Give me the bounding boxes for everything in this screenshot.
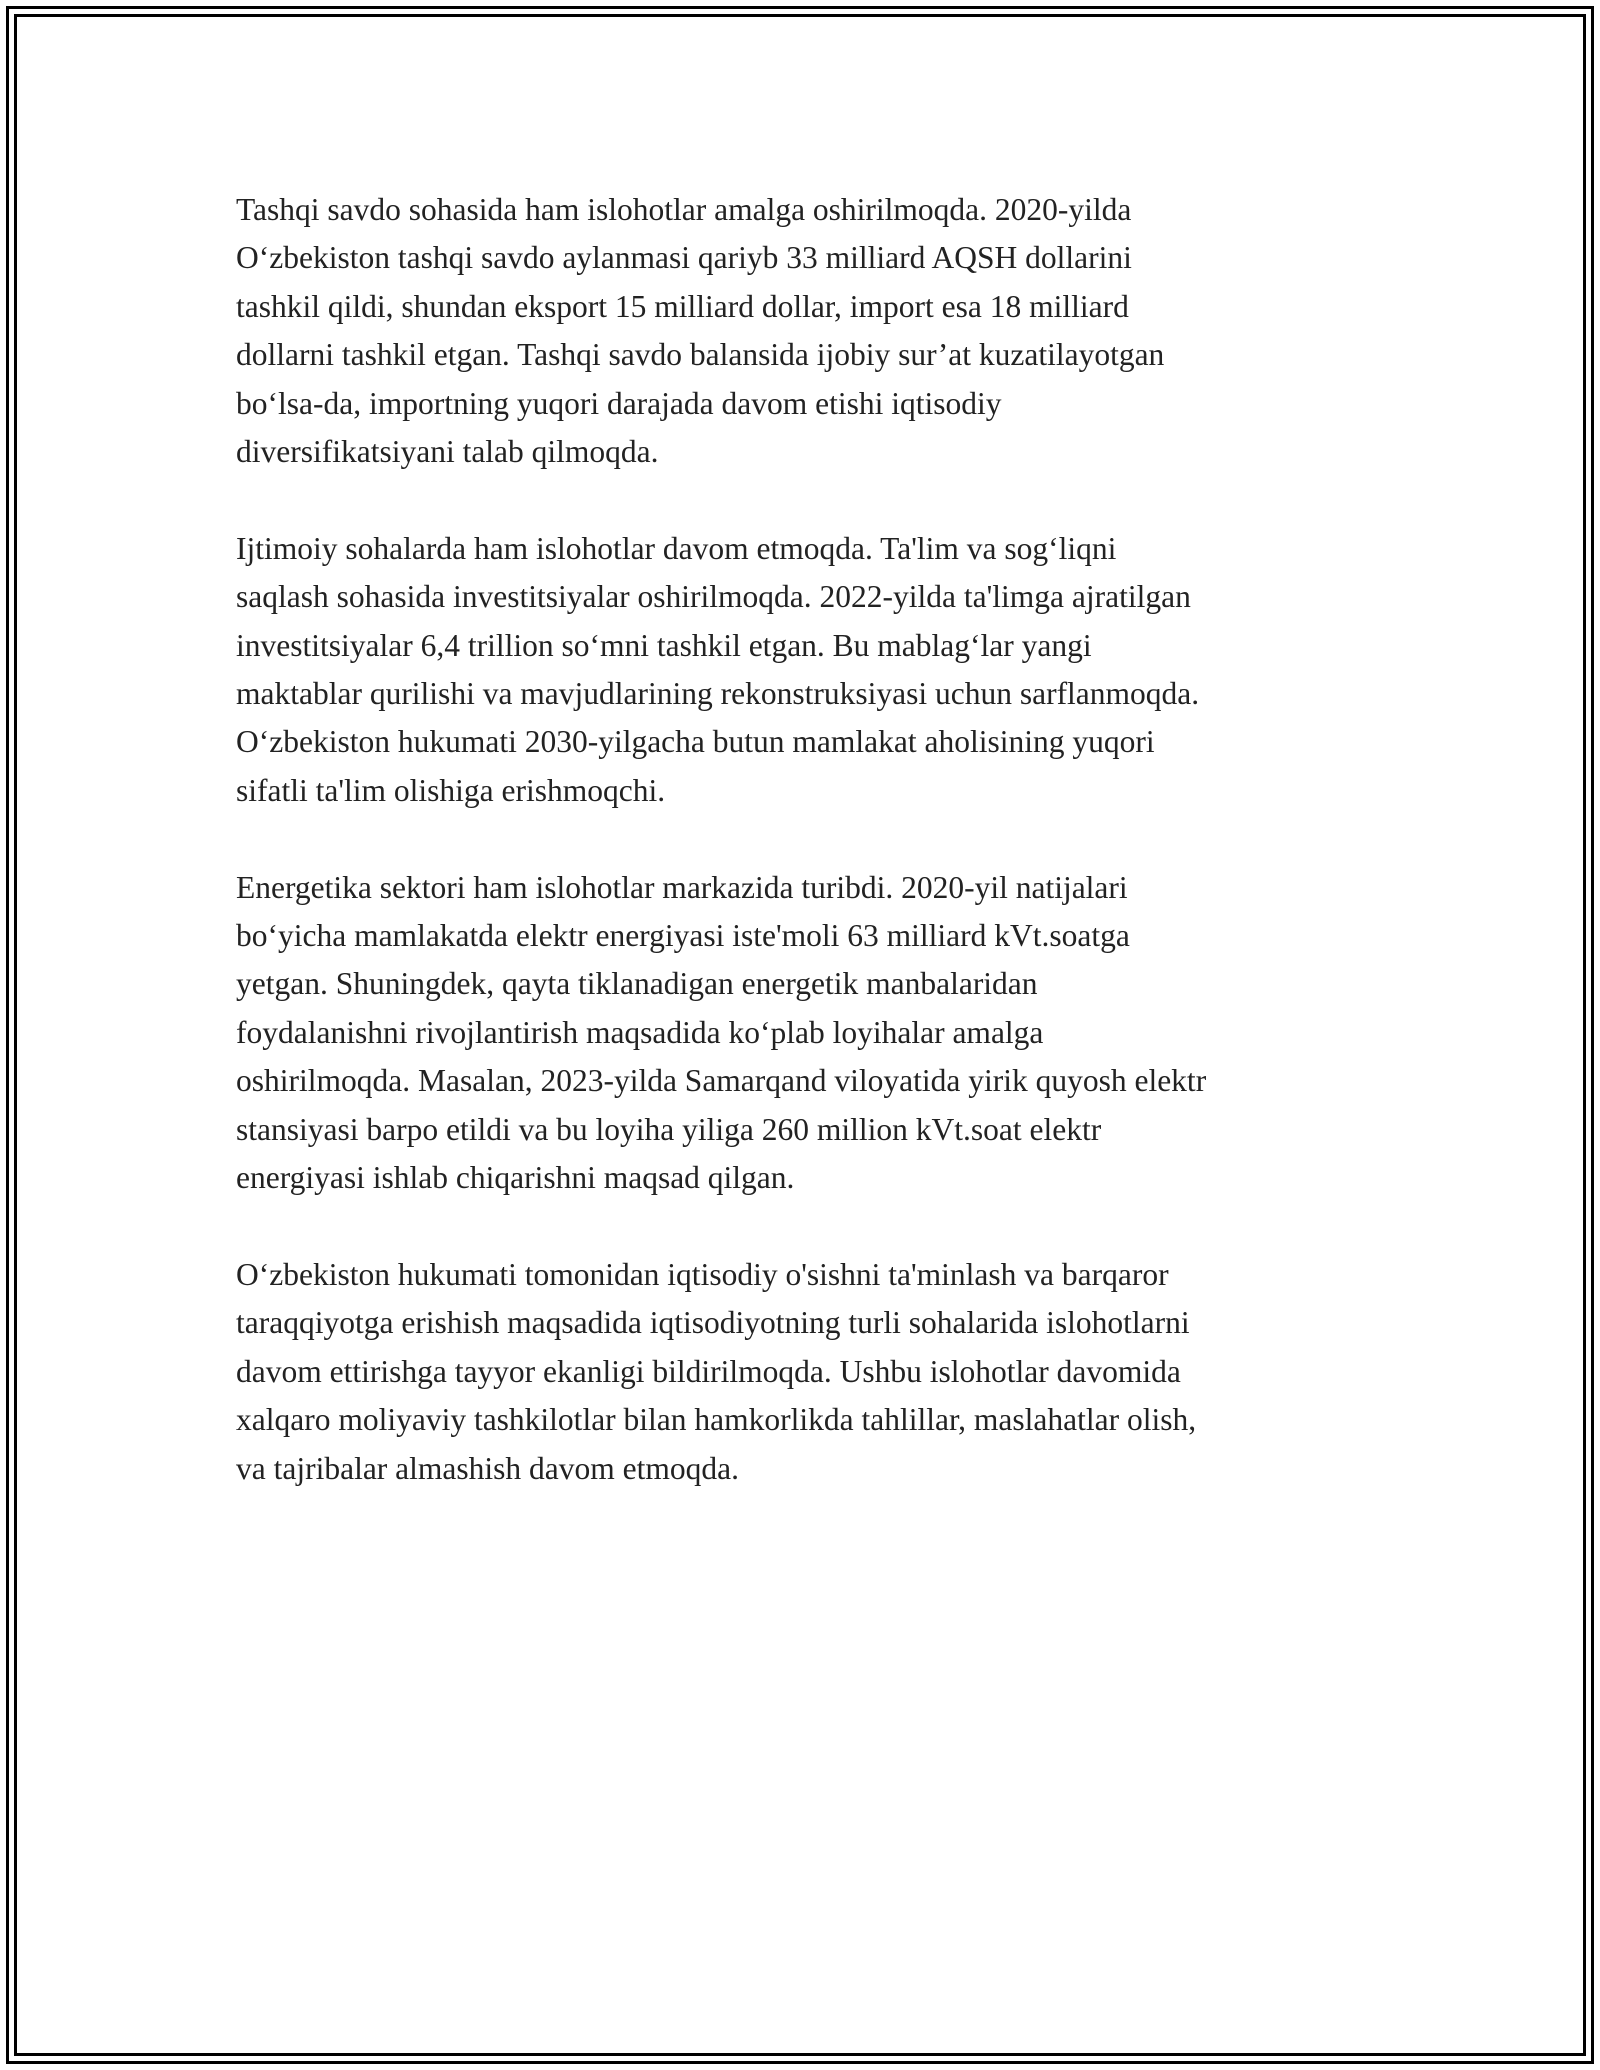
text-line: bo‘yicha mamlakatda elektr energiyasi iste'moli 63 milliard kVt.soatga xyxy=(236,918,1130,954)
paragraph-government-reforms xyxy=(236,1251,1376,1493)
paragraph-foreign-trade xyxy=(236,186,1376,476)
document-body xyxy=(236,186,1376,1541)
text-line: O‘zbekiston hukumati 2030-yilgacha butun mamlakat aholisining yuqori xyxy=(236,724,1155,760)
text-line: taraqqiyotga erishish maqsadida iqtisodiyotning turli sohalarida islohotlarni xyxy=(236,1305,1190,1341)
text-line: energiyasi ishlab chiqarishni maqsad qilgan. xyxy=(236,1160,795,1196)
text-line: investitsiyalar 6,4 trillion so‘mni tashkil etgan. Bu mablag‘lar yangi xyxy=(236,627,1092,663)
text-line: Tashqi savdo sohasida ham islohotlar amalga oshirilmoqda. 2020-yilda xyxy=(236,192,1132,227)
text-line: foydalanishni rivojlantirish maqsadida ko‘plab loyihalar amalga xyxy=(236,1014,1044,1050)
text-line: sifatli ta'lim olishiga erishmoqchi. xyxy=(236,772,666,808)
text-line: yetgan. Shuningdek, qayta tiklanadigan energetik manbalaridan xyxy=(236,966,1038,1002)
text-line: bo‘lsa-da, importning yuqori darajada davom etishi iqtisodiy xyxy=(236,385,1002,421)
text-line: Ijtimoiy sohalarda ham islohotlar davom etmoqda. Ta'lim va sog‘liqni xyxy=(236,530,1117,566)
text-line: davom ettirishga tayyor ekanligi bildirilmoqda. Ushbu islohotlar davomida xyxy=(236,1353,1181,1389)
text-line: O‘zbekiston tashqi savdo aylanmasi qariyb 33 milliard AQSH dollarini xyxy=(236,240,1132,276)
paragraph-social-sectors xyxy=(236,525,1376,815)
text-line: va tajribalar almashish davom etmoqda. xyxy=(236,1450,739,1486)
text-line: O‘zbekiston hukumati tomonidan iqtisodiy o'sishni ta'minlash va barqaror xyxy=(236,1256,1169,1292)
paragraph-energy-sector xyxy=(236,864,1376,1203)
text-line: dollarni tashkil etgan. Tashqi savdo balansida ijobiy sur’at kuzatilayotgan xyxy=(236,337,1165,373)
text-line: saqlash sohasida investitsiyalar oshirilmoqda. 2022-yilda ta'limga ajratilgan xyxy=(236,579,1191,615)
text-line: tashkil qildi, shundan eksport 15 milliard dollar, import esa 18 milliard xyxy=(236,288,1129,324)
text-line: oshirilmoqda. Masalan, 2023-yilda Samarqand viloyatida yirik quyosh elektr xyxy=(236,1063,1207,1099)
text-line: stansiyasi barpo etildi va bu loyiha yiliga 260 million kVt.soat elektr xyxy=(236,1111,1102,1147)
text-line: maktablar qurilishi va mavjudlarining rekonstruksiyasi uchun sarflanmoqda. xyxy=(236,676,1200,712)
text-line: Energetika sektori ham islohotlar markazida turibdi. 2020-yil natijalari xyxy=(236,869,1128,905)
text-line: diversifikatsiyani talab qilmoqda. xyxy=(236,434,659,470)
text-line: xalqaro moliyaviy tashkilotlar bilan hamkorlikda tahlillar, maslahatlar olish, xyxy=(236,1402,1197,1438)
